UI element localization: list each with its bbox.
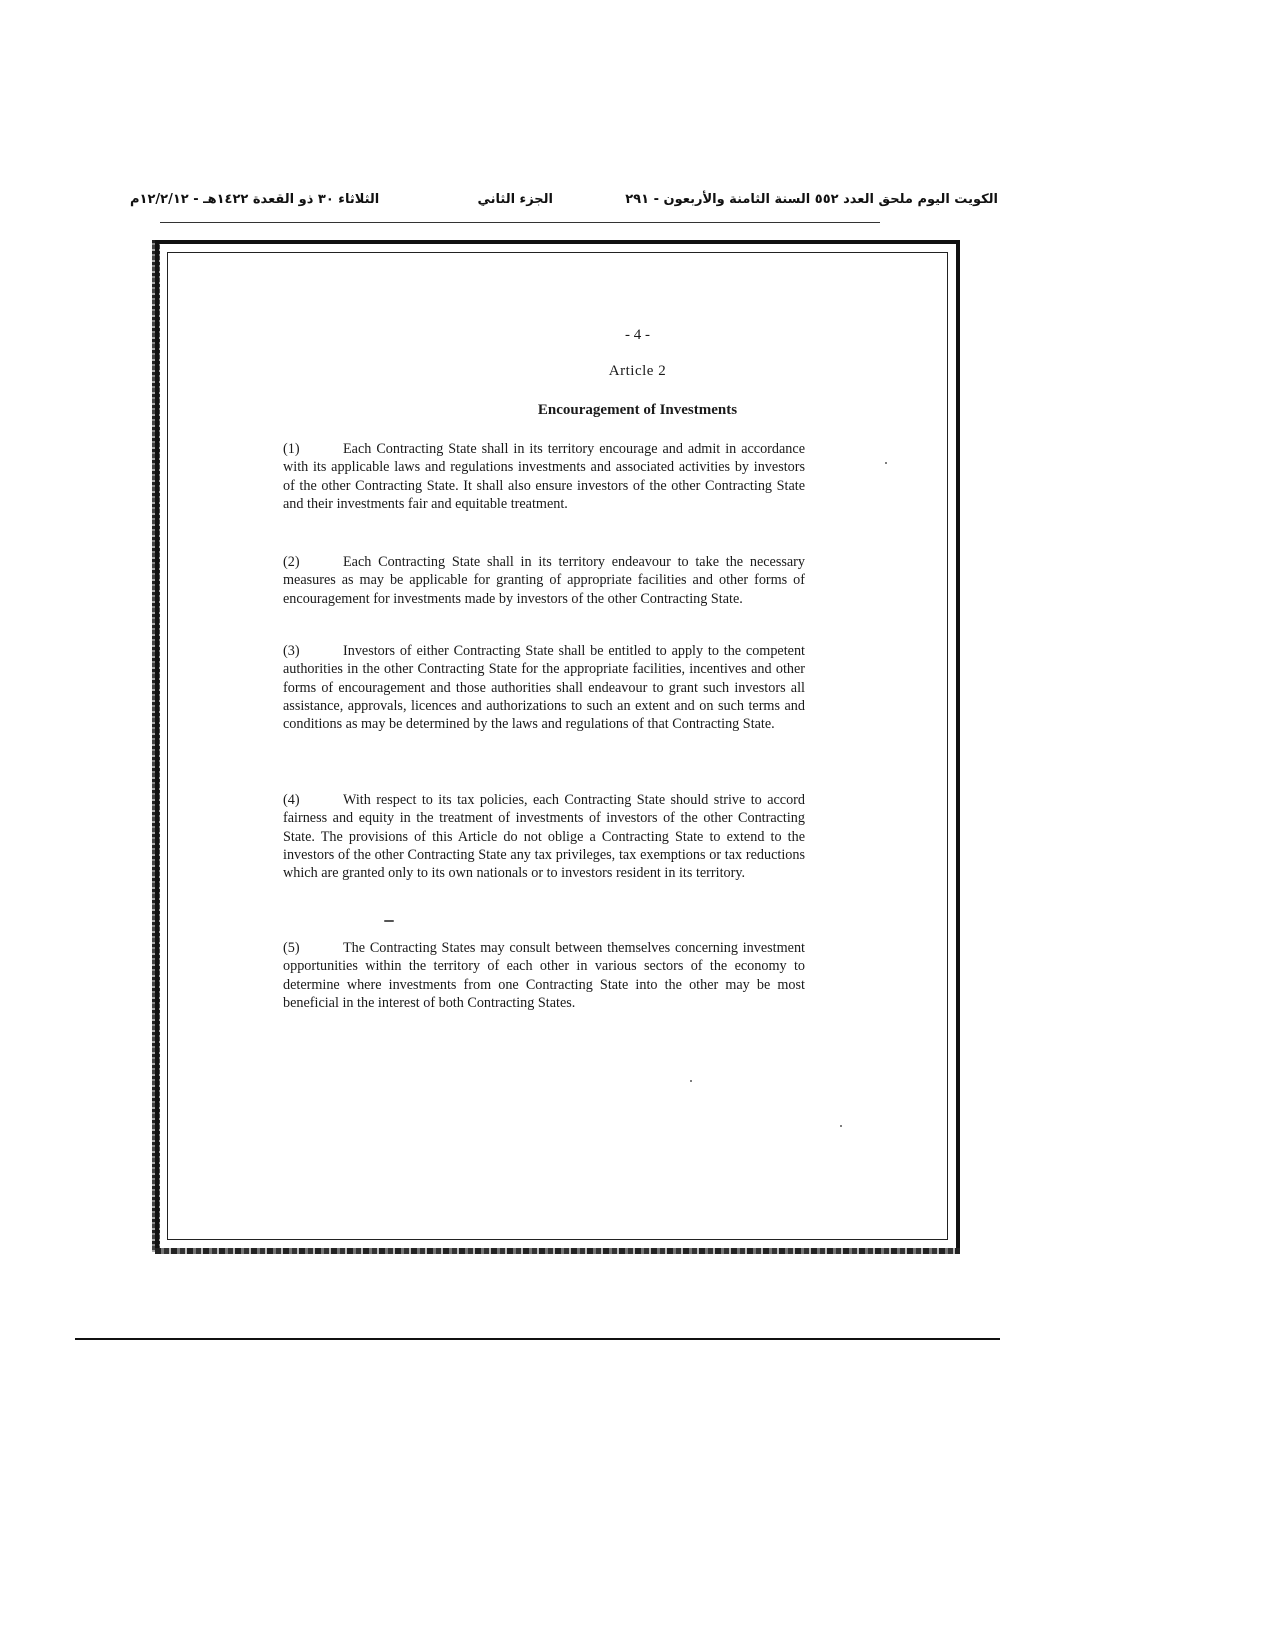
paragraph-text: With respect to its tax policies, each Contracting State should strive to accord fairness and equity in the treatment of investments of investors of the other Contracting State. The provisions of this Article do not oblige a Contracting State to extend to the investors of the other Contracting State any tax privileges, tax exemptions or tax reductions which are granted only to its own nationals or to investors resident in its territory. [283,792,805,882]
scan-speck [384,920,394,922]
page-frame [155,240,960,1252]
paragraph-text: Each Contracting State shall in its territory endeavour to take the necessary measures as may be applicable for granting of appropriate facilities and other forms of encouragement for investments made by investors of the other Contracting State. [283,554,805,607]
header-part: الجزء الثاني [477,192,553,207]
section-title: Encouragement of Investments [537,402,738,418]
header-date: الثلاثاء ٣٠ ذو القعدة ١٤٢٢هـ - ١٢/٢/١٢م [130,192,380,207]
header-rule [160,222,880,223]
article-heading: Article 2 [608,363,667,379]
page-bottom-rule [75,1338,1000,1340]
paragraph-number: (4) [283,792,300,808]
running-header [130,192,998,218]
paragraph-2 [283,553,805,608]
paragraph-number: (3) [283,643,300,659]
page-frame-inner [167,252,948,1240]
paragraph-3 [283,642,805,733]
paragraph-4 [283,791,805,882]
paragraph-number: (5) [283,940,300,956]
header-publication: الكويت اليوم ملحق العدد ٥٥٢ السنة الثامنة والأربعون - ٢٩١ [625,192,998,207]
scan-speck [690,1080,692,1082]
frame-scan-edge-bottom [155,1248,960,1254]
paragraph-1 [283,440,805,513]
paragraph-text: The Contracting States may consult between themselves concerning investment opportunities within the territory of each other in various sectors of the economy to determine where investments from one Contracting State into the other may be most beneficial in the interest of both Contracting States. [283,940,805,1011]
paragraph-5 [283,939,805,1012]
page-number: - 4 - [625,327,650,343]
scan-speck [840,1125,842,1127]
scan-speck [885,462,887,464]
paragraph-text: Investors of either Contracting State shall be entitled to apply to the competent authorities in the other Contracting State for the appropriate facilities, incentives and other forms of encouragement and those authorities shall endeavour to grant such investors all assistance, approvals, licences and authorizations to such an extent and on such terms and conditions as may be determined by the laws and regulations of that Contracting State. [283,643,805,733]
paragraph-number: (2) [283,554,300,570]
paragraph-number: (1) [283,441,300,457]
paragraph-text: Each Contracting State shall in its territory encourage and admit in accordance with its applicable laws and regulations investments and associated activities by investors of the other Contracting State. It shall also ensure investors of the other Contracting State and their investments fair and equitable treatment. [283,441,805,512]
